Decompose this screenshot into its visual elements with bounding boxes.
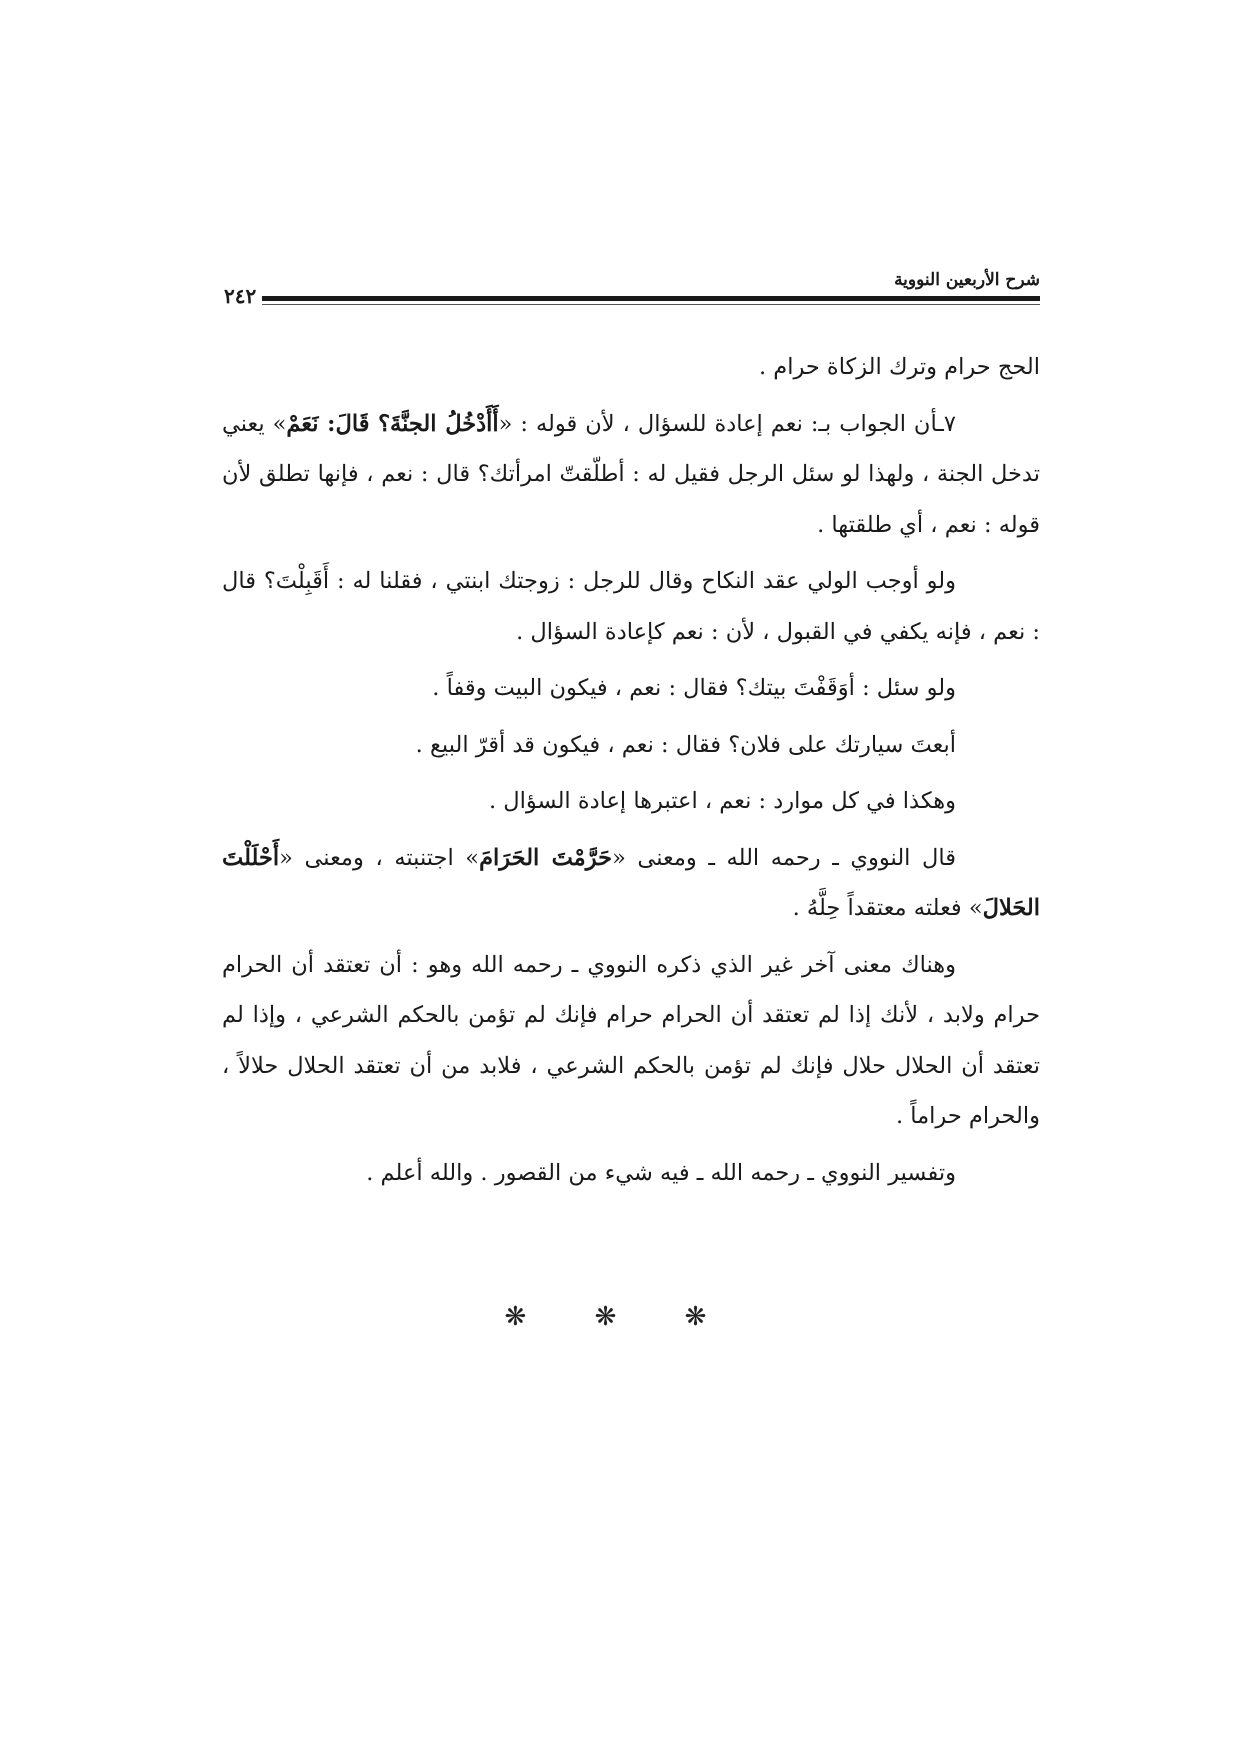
header-rule <box>222 296 1040 301</box>
hadith-quote: أَحْلَلْتَ الحَلالَ <box>222 844 1040 921</box>
paragraph: ولو أوجب الولي عقد النكاح وقال للرجل : زوجتك ابنتي ، فقلنا له : أَقَبِلْتَ؟ قال : نعم ، فإنه يكفي في القبول ، لأن : نعم كإعادة السؤال . <box>222 568 1040 645</box>
paragraph: وهناك معنى آخر غير الذي ذكره النووي ـ رحمه الله وهو : أن تعتقد أن الحرام حرام ولابد ، لأنك إذا لم تعتقد أن الحرام حرام فإنك لم تؤمن بالحكم الشرعي ، وإذا لم تعتقد أن الحلال حلال فإنك لم تؤمن بالحكم الشرعي ، فلابد من أن تعتقد الحلال حلالاً ، والحرام حراماً . <box>222 951 1040 1129</box>
paragraph: قال النووي ـ رحمه الله ـ ومعنى «حَرَّمْتَ الحَرَامَ» اجتنبته ، ومعنى «أَحْلَلْتَ الحَلالَ» فعلته معتقداً حِلَّهُ . <box>222 844 1040 921</box>
page-number: ٢٤٢ <box>222 286 262 306</box>
hadith-quote: أَأَدْخُلُ الجنَّةَ؟ قَالَ: نَعَمْ <box>286 410 499 437</box>
section-ornament: ❋ ❋ ❋ <box>504 1302 737 1332</box>
paragraph: ٧ـأن الجواب بـ: نعم إعادة للسؤال ، لأن قوله : «أَأَدْخُلُ الجنَّةَ؟ قَالَ: نَعَمْ» يعني تدخل الجنة ، ولهذا لو سئل الرجل فقيل له : أطلّقتّ امرأتك؟ قال : نعم ، فإنها تطلق لأن قوله : نعم ، أي طلقتها . <box>222 410 1040 538</box>
book-title: شرح الأربعين النووية <box>894 270 1040 290</box>
paragraph: أبعتَ سيارتك على فلان؟ فقال : نعم ، فيكون قد أقرّ البيع . <box>415 731 956 758</box>
paragraph: وتفسير النووي ـ رحمه الله ـ فيه شيء من القصور . والله أعلم . <box>366 1159 956 1186</box>
paragraph: الحج حرام وترك الزكاة حرام . <box>758 354 1040 380</box>
paragraph: وهكذا في كل موارد : نعم ، اعتبرها إعادة السؤال . <box>488 788 956 814</box>
header-rule-thin <box>222 304 1040 305</box>
page-header <box>222 268 1040 312</box>
page-body <box>222 342 1040 1204</box>
paragraph: ولو سئل : أوَقَفْتَ بيتك؟ فقال : نعم ، فيكون البيت وقفاً . <box>432 675 956 701</box>
hadith-quote: حَرَّمْتَ الحَرَامَ <box>479 844 613 871</box>
